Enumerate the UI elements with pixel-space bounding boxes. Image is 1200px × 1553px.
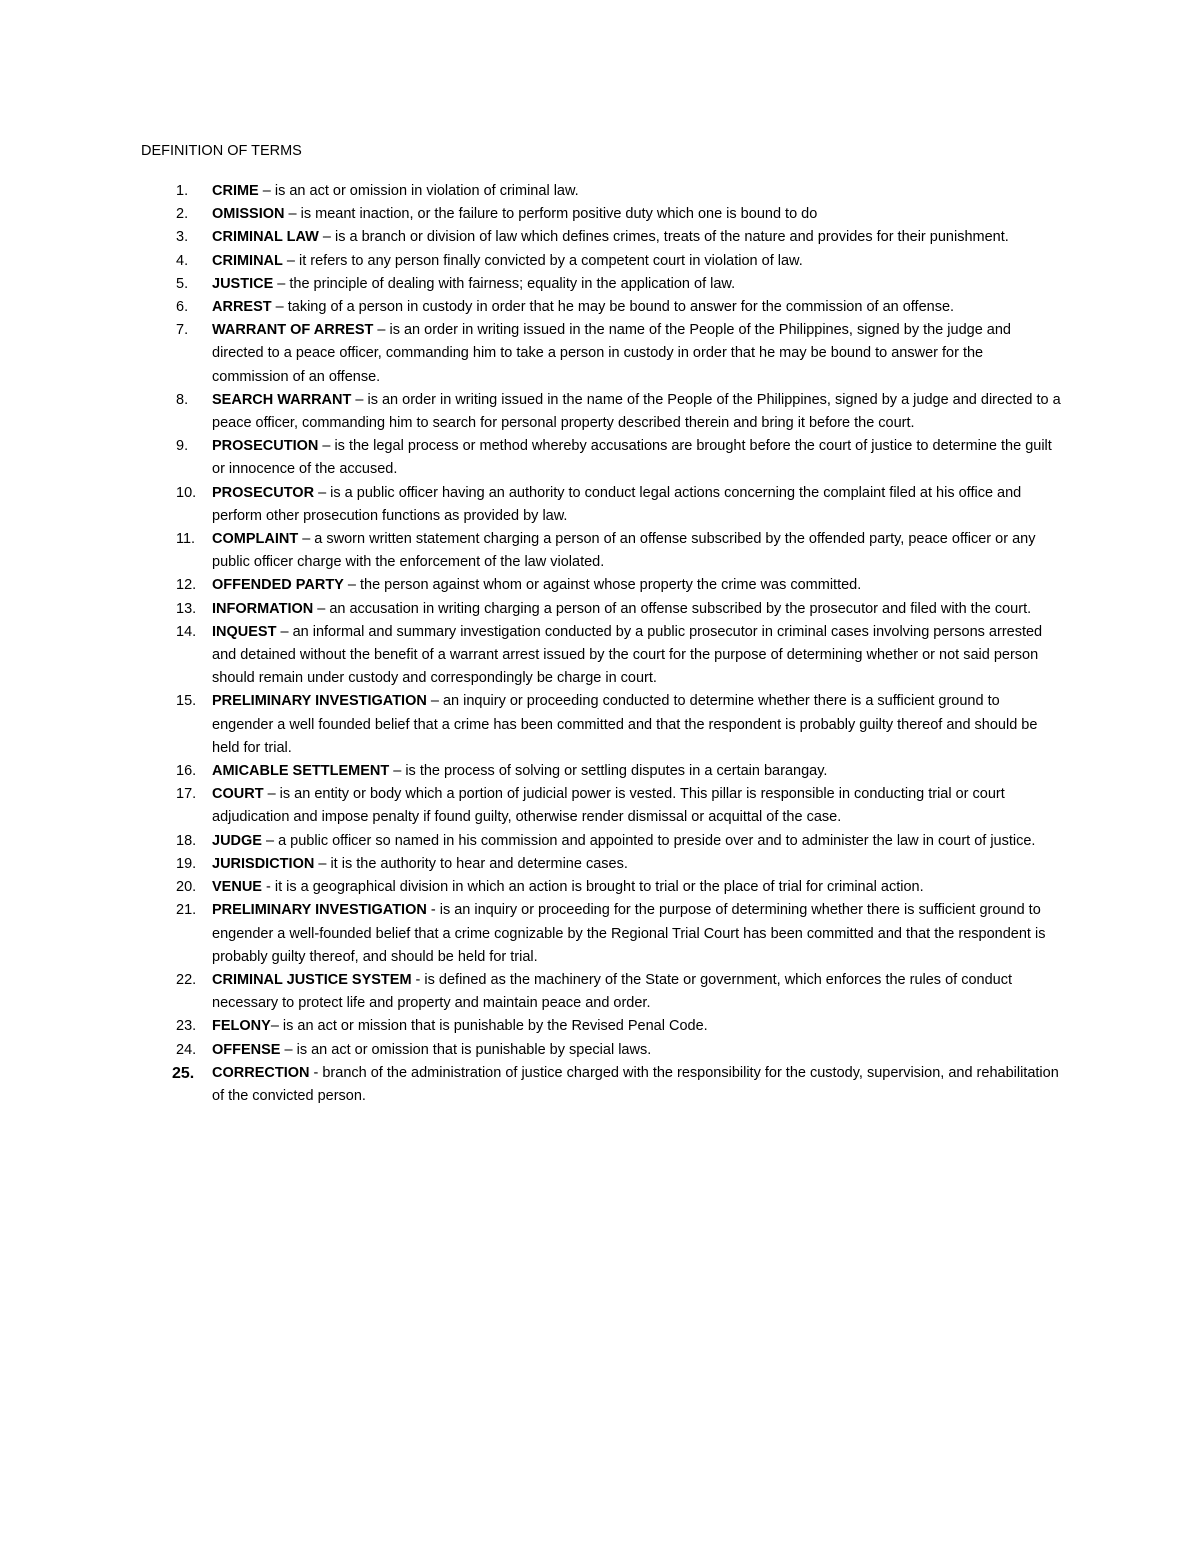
definition-body	[212, 389, 1062, 435]
item-number: 8.	[176, 391, 189, 408]
definition-text: – an inquiry or proceeding conducted to determine whether there is a sufficient ground to engender a well founded belief that a crime has been committed and that the respondent is probably guilty thereof and should be held for trial.	[212, 693, 1038, 756]
definition-text: – a public officer so named in his commission and appointed to preside over and to administer the law in court of justice.	[261, 832, 1036, 849]
definition-term: CRIMINAL	[212, 252, 283, 269]
definition-item	[0, 1039, 1200, 1062]
definition-text: – it refers to any person finally convicted by a competent court in violation of law.	[282, 252, 803, 269]
item-number: 19.	[176, 855, 197, 872]
definition-term: COURT	[212, 786, 264, 803]
definition-body	[212, 830, 1062, 853]
item-number: 14.	[176, 623, 197, 640]
definition-text: – is an entity or body which a portion of judicial power is vested. This pillar is responsible in conducting trial or court adjudication and impose penalty if found guilty, otherwise render dismissal or acquittal of the case.	[212, 786, 1005, 826]
definition-term: CORRECTION	[212, 1064, 310, 1081]
definition-text: – is an act or mission that is punishable by the Revised Penal Code.	[270, 1018, 708, 1035]
definition-text: - it is a geographical division in which an action is brought to trial or the place of trial for criminal action.	[261, 879, 924, 896]
item-number: 6.	[176, 299, 189, 316]
definition-item	[0, 760, 1200, 783]
definition-term: INFORMATION	[212, 600, 314, 617]
definition-text: – is a public officer having an authority to conduct legal actions concerning the complaint filed at his office and perform other prosecution functions as provided by law.	[212, 484, 1022, 524]
definition-text: – is a branch or division of law which defines crimes, treats of the nature and provides for their punishment.	[318, 229, 1009, 246]
definition-text: - is an inquiry or proceeding for the purpose of determining whether there is sufficient ground to engender a well-founded belief that a crime cognizable by the Regional Trial Court has been committed and that the respondent is probably guilty thereof, and should be held for trial.	[212, 902, 1046, 965]
item-number: 7.	[176, 322, 189, 339]
item-number: 13.	[176, 600, 197, 617]
definition-item	[0, 389, 1200, 435]
definition-term: SEARCH WARRANT	[212, 391, 352, 408]
definition-body	[212, 853, 1062, 876]
definition-term: OFFENDED PARTY	[212, 577, 344, 594]
item-number: 12.	[176, 577, 197, 594]
definition-text: – an accusation in writing charging a person of an offense subscribed by the prosecutor and filed with the court.	[313, 600, 1032, 617]
item-number: 5.	[176, 275, 189, 292]
definition-term: OFFENSE	[212, 1041, 281, 1058]
definition-body	[212, 319, 1062, 389]
definition-item	[0, 435, 1200, 481]
definition-item	[0, 830, 1200, 853]
definition-item	[0, 1015, 1200, 1038]
definition-term: CRIMINAL LAW	[212, 229, 319, 246]
definition-text: – is an order in writing issued in the name of the People of the Philippines, signed by the judge and directed to a peace officer, commanding him to take a person in custody in order that he may be bound to answer for the commission of an offense.	[212, 322, 1011, 385]
definition-item	[0, 621, 1200, 691]
definition-text: – taking of a person in custody in order that he may be bound to answer for the commission of an offense.	[271, 299, 955, 316]
definition-item	[0, 226, 1200, 249]
definition-text: - is defined as the machinery of the State or government, which enforces the rules of conduct necessary to protect life and property and maintain peace and order.	[212, 971, 1012, 1012]
definition-text: – it is the authority to hear and determine cases.	[314, 855, 628, 872]
definition-item	[0, 203, 1200, 226]
definition-term: OMISSION	[212, 206, 285, 223]
item-number: 1.	[176, 183, 189, 199]
definition-body	[212, 435, 1062, 481]
definition-body	[212, 969, 1062, 1015]
item-number: 25.	[172, 1064, 195, 1082]
definition-item	[0, 180, 1200, 203]
definition-item	[0, 319, 1200, 389]
definition-text: – the principle of dealing with fairness; equality in the application of law.	[273, 275, 736, 292]
definition-item	[0, 783, 1200, 829]
definition-item	[0, 598, 1200, 621]
definition-text: – the person against whom or against whose property the crime was committed.	[343, 577, 862, 594]
definition-text: – a sworn written statement charging a person of an offense subscribed by the offended party, peace officer or any public officer charge with the enforcement of the law violated.	[212, 531, 1036, 571]
item-number: 2.	[176, 206, 189, 223]
definition-body	[212, 1062, 1062, 1108]
definition-term: PROSECUTOR	[212, 484, 315, 501]
definition-term: WARRANT OF ARREST	[212, 322, 374, 339]
definition-item	[0, 250, 1200, 273]
item-number: 24.	[176, 1041, 197, 1058]
item-number: 17.	[176, 786, 197, 803]
item-number: 23.	[176, 1018, 197, 1035]
definition-body	[212, 250, 1062, 273]
definition-term: JUDGE	[212, 832, 262, 849]
item-number: 15.	[176, 693, 197, 710]
definition-body	[212, 226, 1062, 249]
definition-body	[212, 180, 1062, 203]
definition-text: – is an act or omission in violation of criminal law.	[258, 183, 579, 199]
definition-item	[0, 853, 1200, 876]
definition-body	[212, 273, 1062, 296]
definition-body	[212, 1015, 1062, 1038]
definition-term: PROSECUTION	[212, 438, 319, 455]
definition-body	[212, 899, 1062, 969]
definition-term: JUSTICE	[212, 275, 274, 292]
definition-term: JURISDICTION	[212, 855, 315, 872]
item-number: 9.	[176, 438, 189, 455]
definition-item	[0, 528, 1200, 574]
definition-term: CRIMINAL JUSTICE SYSTEM	[212, 971, 412, 988]
definition-term: PRELIMINARY INVESTIGATION	[212, 693, 427, 710]
definition-text: – is an act or omission that is punishable by special laws.	[280, 1041, 652, 1058]
definition-text: – is meant inaction, or the failure to perform positive duty which one is bound to do	[284, 206, 818, 223]
definition-body	[212, 482, 1062, 528]
definition-text: – is the process of solving or settling disputes in a certain barangay.	[389, 763, 828, 780]
definition-item	[0, 296, 1200, 319]
definition-item	[0, 482, 1200, 528]
definition-term: PRELIMINARY INVESTIGATION	[212, 902, 427, 919]
definition-term: FELONY	[212, 1018, 271, 1035]
item-number: 22.	[176, 971, 197, 988]
item-number: 21.	[176, 902, 197, 919]
definition-item	[0, 273, 1200, 296]
document-heading: DEFINITION OF TERMS	[141, 143, 302, 159]
definition-term: AMICABLE SETTLEMENT	[212, 763, 390, 780]
definition-term: VENUE	[212, 879, 262, 896]
definition-item	[0, 969, 1200, 1015]
definition-body	[212, 574, 1062, 597]
definition-text: – an informal and summary investigation conducted by a public prosecutor in criminal cases involving persons arrested and detained without the benefit of a warrant arrest issued by the court for the purpose of determining whether or not said person should remain under custody and correspondingly be charge in court.	[212, 623, 1043, 687]
definition-item	[0, 899, 1200, 969]
item-number: 18.	[176, 832, 197, 849]
definition-list	[0, 180, 1200, 1108]
definition-body	[212, 203, 1062, 226]
definition-text: – is an order in writing issued in the name of the People of the Philippines, signed by a judge and directed to a peace officer, commanding him to search for personal property described therein and bring it before the court.	[212, 391, 1061, 432]
definition-item	[0, 1062, 1200, 1108]
item-number: 10.	[176, 484, 197, 501]
definition-text: - branch of the administration of justice charged with the responsibility for the custody, supervision, and rehabilitation of the convicted person.	[212, 1064, 1059, 1104]
definition-item	[0, 690, 1200, 760]
definition-term: INQUEST	[212, 623, 277, 640]
item-number: 16.	[176, 763, 197, 780]
definition-body	[212, 760, 1062, 783]
item-number: 3.	[176, 229, 189, 246]
definition-body	[212, 783, 1062, 829]
definition-body	[212, 296, 1062, 319]
item-number: 11.	[176, 531, 196, 548]
definition-text: – is the legal process or method whereby accusations are brought before the court of justice to determine the guilt or innocence of the accused.	[212, 438, 1052, 478]
definition-item	[0, 876, 1200, 899]
definition-term: CRIME	[212, 183, 259, 199]
item-number: 4.	[176, 252, 189, 269]
definition-item	[0, 574, 1200, 597]
definition-body	[212, 690, 1062, 760]
definition-term: ARREST	[212, 299, 272, 316]
definition-body	[212, 528, 1062, 574]
item-number: 20.	[176, 879, 197, 896]
definition-body	[212, 1039, 1062, 1062]
definition-body	[212, 598, 1062, 621]
definition-body	[212, 876, 1062, 899]
definition-body	[212, 621, 1062, 691]
definition-term: COMPLAINT	[212, 531, 299, 548]
